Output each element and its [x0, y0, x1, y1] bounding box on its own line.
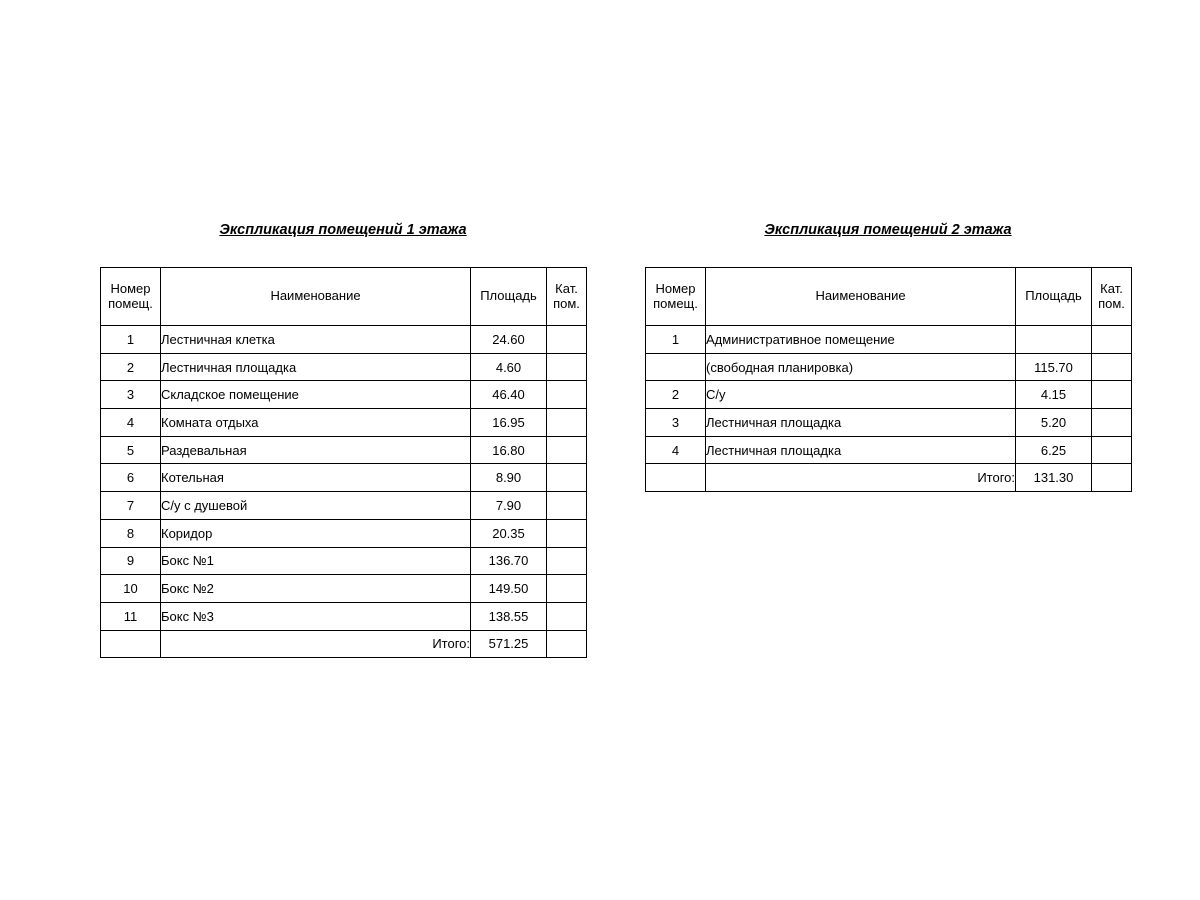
- cell-area: 115.70: [1016, 353, 1092, 381]
- cell-name: Лестничная клетка: [161, 326, 471, 354]
- table-row: [646, 436, 1132, 464]
- header-area: Площадь: [471, 268, 547, 326]
- header-category: [1092, 268, 1132, 326]
- table-row: [646, 381, 1132, 409]
- table-row: [101, 381, 587, 409]
- total-area: 571.25: [471, 630, 547, 658]
- explication-title-floor-2: Экспликация помещений 2 этажа: [764, 222, 1012, 238]
- cell-area: [1016, 326, 1092, 354]
- total-empty-cell: [101, 630, 161, 658]
- table-row: [101, 575, 587, 603]
- header-number-line1: Номер: [110, 280, 151, 296]
- cell-name: (свободная планировка): [706, 353, 1016, 381]
- cell-name: Лестничная площадка: [706, 409, 1016, 437]
- header-name: Наименование: [161, 268, 471, 326]
- cell-number: 6: [101, 464, 161, 492]
- cell-category: [1092, 353, 1132, 381]
- cell-number: 2: [646, 381, 706, 409]
- cell-category: [547, 381, 587, 409]
- cell-name: Бокс №1: [161, 547, 471, 575]
- cell-name: С/у: [706, 381, 1016, 409]
- cell-category: [547, 492, 587, 520]
- total-category: [1092, 464, 1132, 492]
- cell-number: 4: [101, 409, 161, 437]
- cell-number: [646, 353, 706, 381]
- cell-area: 24.60: [471, 326, 547, 354]
- cell-name: Котельная: [161, 464, 471, 492]
- table-row: [101, 547, 587, 575]
- explication-table-floor-2: [645, 267, 1132, 492]
- header-number: [646, 268, 706, 326]
- table-row: [101, 602, 587, 630]
- table-row: [101, 353, 587, 381]
- cell-area: 46.40: [471, 381, 547, 409]
- cell-category: [547, 326, 587, 354]
- cell-area: 20.35: [471, 519, 547, 547]
- header-number-line1: Номер: [655, 280, 696, 296]
- total-label: Итого:: [706, 464, 1016, 492]
- cell-area: 149.50: [471, 575, 547, 603]
- cell-area: 4.60: [471, 353, 547, 381]
- cell-category: [547, 575, 587, 603]
- header-number-line2: помещ.: [653, 295, 698, 311]
- table-row: [646, 353, 1132, 381]
- cell-area: 4.15: [1016, 381, 1092, 409]
- cell-number: 5: [101, 436, 161, 464]
- total-empty-cell: [646, 464, 706, 492]
- cell-name: Комната отдыха: [161, 409, 471, 437]
- cell-category: [547, 519, 587, 547]
- cell-category: [1092, 326, 1132, 354]
- cell-name: Коридор: [161, 519, 471, 547]
- explication-table-floor-1: [100, 267, 587, 658]
- cell-category: [547, 353, 587, 381]
- cell-name: С/у с душевой: [161, 492, 471, 520]
- cell-area: 16.80: [471, 436, 547, 464]
- table-row: [101, 326, 587, 354]
- cell-name: Бокс №2: [161, 575, 471, 603]
- table-row: [101, 409, 587, 437]
- cell-number: 8: [101, 519, 161, 547]
- cell-area: 136.70: [471, 547, 547, 575]
- cell-area: 6.25: [1016, 436, 1092, 464]
- cell-number: 9: [101, 547, 161, 575]
- cell-name: Административное помещение: [706, 326, 1016, 354]
- cell-area: 7.90: [471, 492, 547, 520]
- cell-number: 2: [101, 353, 161, 381]
- cell-name: Складское помещение: [161, 381, 471, 409]
- cell-category: [1092, 409, 1132, 437]
- explication-title-floor-1: Экспликация помещений 1 этажа: [219, 222, 467, 238]
- cell-category: [1092, 436, 1132, 464]
- table-row: [646, 326, 1132, 354]
- cell-name: Раздевальная: [161, 436, 471, 464]
- table-total-row: [101, 630, 587, 658]
- cell-name: Лестничная площадка: [161, 353, 471, 381]
- cell-area: 16.95: [471, 409, 547, 437]
- total-label: Итого:: [161, 630, 471, 658]
- cell-category: [547, 547, 587, 575]
- cell-category: [547, 409, 587, 437]
- cell-number: 3: [101, 381, 161, 409]
- cell-name: Лестничная площадка: [706, 436, 1016, 464]
- header-number-line2: помещ.: [108, 295, 153, 311]
- header-category-line1: Кат.: [1100, 280, 1123, 296]
- table-row: [101, 519, 587, 547]
- cell-category: [547, 436, 587, 464]
- header-category-line1: Кат.: [555, 280, 578, 296]
- table-total-row: [646, 464, 1132, 492]
- total-area: 131.30: [1016, 464, 1092, 492]
- cell-number: 1: [646, 326, 706, 354]
- header-category-line2: пом.: [1098, 295, 1125, 311]
- table-row: [101, 464, 587, 492]
- cell-number: 3: [646, 409, 706, 437]
- cell-name: Бокс №3: [161, 602, 471, 630]
- cell-number: 1: [101, 326, 161, 354]
- total-category: [547, 630, 587, 658]
- header-category: [547, 268, 587, 326]
- header-area: Площадь: [1016, 268, 1092, 326]
- cell-category: [547, 464, 587, 492]
- cell-area: 5.20: [1016, 409, 1092, 437]
- cell-number: 11: [101, 602, 161, 630]
- cell-category: [1092, 381, 1132, 409]
- cell-number: 10: [101, 575, 161, 603]
- header-category-line2: пом.: [553, 295, 580, 311]
- header-name: Наименование: [706, 268, 1016, 326]
- cell-category: [547, 602, 587, 630]
- cell-area: 138.55: [471, 602, 547, 630]
- explication-block-floor-1: [100, 222, 587, 658]
- table-row: [101, 492, 587, 520]
- cell-number: 7: [101, 492, 161, 520]
- header-number: [101, 268, 161, 326]
- table-header-row: [101, 268, 587, 326]
- table-row: [646, 409, 1132, 437]
- table-header-row: [646, 268, 1132, 326]
- cell-number: 4: [646, 436, 706, 464]
- cell-area: 8.90: [471, 464, 547, 492]
- explication-block-floor-2: [645, 222, 1132, 492]
- table-row: [101, 436, 587, 464]
